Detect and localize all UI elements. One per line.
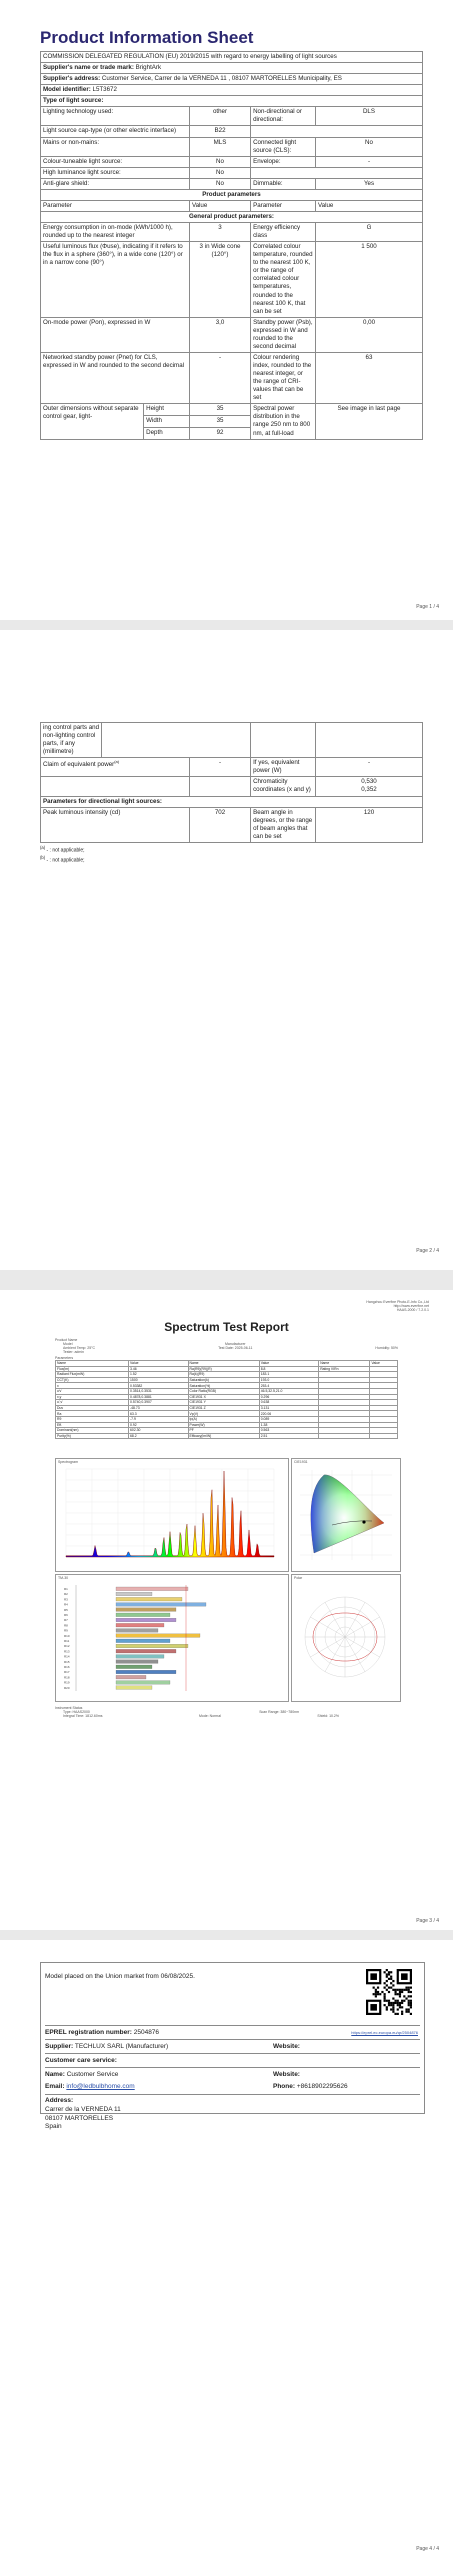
cap-value: B22 <box>189 126 250 137</box>
cct-label: Correlated colour temperature, rounded to the nearest 100 K, or the range of correlated colour temperatures, rounded to the nearest 100 K, that can be set <box>251 242 316 318</box>
tm30-panel <box>55 1574 289 1702</box>
energy-cons-label: Energy consumption in on-mode (kWh/1000 h), rounded up to the nearest integer <box>41 223 190 242</box>
svg-text:R5: R5 <box>64 1607 68 1612</box>
product-name-label: Product Name <box>55 1338 78 1342</box>
product-info-table <box>40 51 423 440</box>
svg-text:R13: R13 <box>64 1649 70 1654</box>
svg-text:R15: R15 <box>64 1659 70 1664</box>
param-row: u',v' 0.5740,0.3907 CIE1931 Y 0.638 <box>56 1400 398 1406</box>
col-value-1: Value <box>189 200 250 211</box>
model-value: L5T3672 <box>92 86 117 94</box>
param-row: x,y 0.4878,0.3881 CIE1931 X 0.296 <box>56 1394 398 1400</box>
qr-code-icon[interactable] <box>366 1969 412 2015</box>
humidity-label: Humidity: 50% <box>375 1346 398 1350</box>
beam-label: Beam angle in degrees, or the range of beam angles that can be set <box>251 807 316 842</box>
outer-dim-label: Outer dimensions without separate control gear, light- <box>43 405 139 421</box>
website2-label: Website: <box>273 2071 300 2078</box>
anti-glare-value: No <box>189 178 250 189</box>
manufacturer-label: Manufacturer <box>224 1342 246 1346</box>
non-directional-value: DLS <box>316 107 423 126</box>
energy-class-label: Energy efficiency class <box>251 223 316 242</box>
eprel-link[interactable]: https://eprel.ec.europa.eu/qr/2504876 <box>351 2030 418 2035</box>
width-label: Width <box>144 416 190 428</box>
col-parameter-2: Parameter <box>251 200 316 211</box>
page-1 <box>0 0 453 620</box>
onmode-label: On-mode power (Pon), expressed in W <box>41 317 190 352</box>
eprel-value: 2504876 <box>133 2029 160 2036</box>
equiv-value: - <box>189 758 250 777</box>
outer-dim-cont: ing control parts and non-lighting control parts, if any (millimetre) <box>41 723 102 758</box>
useful-flux-label: Useful luminous flux (Φuse), indicating if it refers to the flux in a sphere (360°), in a wide cone (120°) or in a narrow cone (90°) <box>41 242 190 318</box>
useful-flux-value: 3 in Wide cone (120°) <box>189 242 250 318</box>
param-row: R9 -7.9 Ip(A) 0.089 <box>56 1416 398 1422</box>
spectral-value: See image in last page <box>316 404 423 439</box>
chroma-y: 0,352 <box>361 786 377 794</box>
website-label: Website: <box>273 2043 300 2050</box>
onmode-value: 3,0 <box>189 317 250 352</box>
standby-value: 0,00 <box>316 317 423 352</box>
width-value: 35 <box>189 416 250 428</box>
params-label: Parameters <box>55 1356 74 1360</box>
colour-tunable-value: No <box>189 156 250 167</box>
svg-text:R18: R18 <box>64 1675 70 1680</box>
model-label: Model identifier: <box>43 86 91 94</box>
energy-cons-value: 3 <box>189 223 250 242</box>
lighting-tech-label: Lighting technology used: <box>41 107 190 126</box>
page-number-2: Page 2 / 4 <box>416 1248 439 1254</box>
page-2-content <box>40 722 423 864</box>
mains-value: MLS <box>189 137 250 156</box>
param-row: Ra 63.3 Vp(V) 220.06 <box>56 1411 398 1417</box>
svg-text:R7: R7 <box>64 1618 68 1623</box>
svg-text:R17: R17 <box>64 1670 70 1675</box>
mains-label: Mains or non-mains: <box>41 137 190 156</box>
svg-text:R20: R20 <box>64 1685 70 1690</box>
cie-chart <box>292 1465 398 1565</box>
page-2 <box>0 630 453 1270</box>
colour-tunable-label: Colour-tuneable light source: <box>41 156 190 167</box>
supplier-value-4: TECHLUX SARL (Manufacturer) <box>74 2043 169 2050</box>
cie-panel <box>291 1458 401 1572</box>
directional-header: Parameters for directional light sources: <box>41 796 423 807</box>
envelope-label: Envelope: <box>251 156 316 167</box>
product-params-header: Product parameters <box>41 189 423 200</box>
name-label: Name: <box>45 2071 65 2078</box>
tester-label: Tester: admin <box>63 1350 85 1354</box>
params-table: Name Value Name Value Name Value Flux(lm) 3.46 Ra(R9)(R9)(R) 8.8 Rating VIRn Radiant Flux(mW) 1.52 Ra(k)(R9) 183.1 CCT(K) 1500 Saturation(k) 193.0 x 0.53382 Saturation(%) 253.4 u'v' 0.3514,0.3531 Color Ratio(RGB) 46.5,32.5,21.0 x,y 0.4878,0.3881 CIE1931 X 0.296 u',v' 0.5740,0.3907 CIE1931 Y 0.638 Duv -48.73 CIE1931 Z 3.131 Ra 63.3 Vp(V) 220.06 R9 -7.9 Ip(A) 0.089 Eff. 0.92 Power(W) 1.38 Dominant(nm) 602.30 PF 0.563 Purity(%) 68.2 Efficacy(lm/W) 2.51 <box>55 1360 398 1439</box>
cri-label: Colour rendering index, rounded to the nearest integer, or the range of CRI-values that can be set <box>251 352 316 403</box>
svg-text:R3: R3 <box>64 1597 68 1602</box>
svg-text:R4: R4 <box>64 1602 68 1607</box>
svg-text:R10: R10 <box>64 1633 70 1638</box>
customer-header: Customer care service: <box>45 2057 117 2064</box>
cct-value: 1 500 <box>316 242 423 318</box>
height-label: Height <box>144 404 190 416</box>
footnote-1: $^{(a)}$ - : not applicable; <box>40 844 85 854</box>
page-3 <box>0 1290 453 1930</box>
supplier-label-4: Supplier: <box>45 2043 74 2050</box>
general-header: General product parameters: <box>41 211 423 222</box>
page-number-3: Page 3 / 4 <box>416 1918 439 1924</box>
spectral-label: Spectral power distribution in the range 250 nm to 800 nm, at full-load <box>251 404 316 439</box>
param-row: Dominant(nm) 602.30 PF 0.563 <box>56 1428 398 1434</box>
beam-value: 120 <box>316 807 423 842</box>
non-directional-label: Non-directional or directional: <box>251 107 316 126</box>
page-4 <box>0 1940 453 2560</box>
spectrum-report <box>55 1314 398 1439</box>
peak-label: Peak luminous intensity (cd) <box>41 807 190 842</box>
footnote-2: $^{(b)}$ - : not applicable; <box>40 855 85 865</box>
svg-text:R12: R12 <box>64 1644 70 1649</box>
polar-panel <box>291 1574 401 1702</box>
polar-label: Polar <box>294 1576 303 1580</box>
connected-label: Connected light source (CLS): <box>251 137 316 156</box>
param-row: CCT(K) 1500 Saturation(k) 193.0 <box>56 1377 398 1383</box>
equiv-power-value: - <box>316 758 423 777</box>
svg-text:R8: R8 <box>64 1623 68 1628</box>
depth-label: Depth <box>144 427 190 439</box>
height-value: 35 <box>189 404 250 416</box>
supplier-value: BrightArk <box>135 64 162 72</box>
networked-label: Networked standby power (Pnet) for CLS, expressed in W and rounded to the second decimal <box>41 352 190 403</box>
high-lum-value: No <box>189 167 250 178</box>
phone-value: +8618902295626 <box>296 2083 348 2090</box>
email-link[interactable]: info@ledbulbhome.com <box>66 2083 135 2090</box>
polar-chart <box>292 1581 398 1691</box>
param-row: x 0.53382 Saturation(%) 253.4 <box>56 1383 398 1389</box>
high-lum-label: High luminance light source: <box>41 167 190 178</box>
standby-label: Standby power (Psb), expressed in W and rounded to the second decimal <box>251 317 316 352</box>
page-title: Product Information Sheet <box>40 28 254 47</box>
eprel-label: EPREL registration number: <box>45 2029 132 2036</box>
chroma-x: 0,530 <box>361 778 377 786</box>
spectrogram-label: Spectrogram <box>58 1460 79 1464</box>
svg-text:R1: R1 <box>64 1587 68 1591</box>
report-header: Hangzhou Everfine Photo-E-Info Co.,Ltd http://www.everfine.net HAAS-2000 / 7.2.0.1 <box>366 1300 429 1312</box>
page-number-1: Page 1 / 4 <box>416 604 439 610</box>
energy-class-value: G <box>316 223 423 242</box>
type-header: Type of light source: <box>41 96 423 107</box>
peak-value: 702 <box>189 807 250 842</box>
svg-text:R19: R19 <box>64 1680 70 1685</box>
cri-value: 63 <box>316 352 423 403</box>
svg-text:R9: R9 <box>64 1628 68 1633</box>
dimmable-label: Dimmable: <box>251 178 316 189</box>
envelope-value: - <box>316 156 423 167</box>
model-label: Model <box>63 1342 73 1346</box>
spectrogram-panel <box>55 1458 289 1572</box>
equiv-power-label: If yes, equivalent power (W) <box>251 758 316 777</box>
col-value-2: Value <box>316 200 423 211</box>
equiv-label: Claim of equivalent power <box>43 761 115 769</box>
connected-value: No <box>316 137 423 156</box>
report-title: Spectrum Test Report <box>164 1320 289 1334</box>
email-label: Email: <box>45 2083 65 2090</box>
svg-text:R16: R16 <box>64 1665 70 1669</box>
chroma-label: Chromaticity coordinates (x and y) <box>251 777 316 796</box>
address-block: Address: Carrer de la VERNEDA 11 08107 MARTORELLES Spain <box>45 2097 121 2131</box>
address-value: Customer Service, Carrer de la VERNEDA 11 , 08107 MARTORELLES Municipality, ES <box>101 75 342 83</box>
tm30-label: TM-30 <box>58 1576 69 1580</box>
regulation-text: COMMISSION DELEGATED REGULATION (EU) 2019/2015 with regard to energy labelling of light sources <box>41 52 423 63</box>
param-row: Radiant Flux(mW) 1.52 Ra(k)(R9) 183.1 <box>56 1372 398 1378</box>
page-number-4: Page 4 / 4 <box>416 2546 439 2552</box>
svg-text:R14: R14 <box>64 1654 70 1659</box>
param-row: Duv -48.73 CIE1931 Z 3.131 <box>56 1405 398 1411</box>
test-date-label: Test Date: 2025-06-11 <box>218 1346 253 1350</box>
param-row: Eff. 0.92 Power(W) 1.38 <box>56 1422 398 1428</box>
networked-value: - <box>189 352 250 403</box>
cie-label: CIE1931 <box>294 1460 308 1464</box>
page-1-content <box>40 28 423 440</box>
cap-label: Light source cap-type (or other electric interface) <box>41 126 190 137</box>
cie-point <box>362 1520 365 1523</box>
placed-on-market: Model placed on the Union market from 06/08/2025. <box>45 1973 195 1980</box>
spectrogram-chart <box>56 1465 286 1565</box>
equiv-sup: (a) <box>114 759 120 765</box>
ambient-label: Ambient Temp: 25°C <box>63 1346 96 1350</box>
phone-label: Phone: <box>273 2083 296 2090</box>
svg-text:R2: R2 <box>64 1592 68 1597</box>
param-row: u'v' 0.3514,0.3531 Color Ratio(RGB) 46.5,32.5,21.0 <box>56 1388 398 1394</box>
product-info-table-cont <box>40 722 423 843</box>
lighting-tech-value: other <box>189 107 250 126</box>
col-parameter-1: Parameter <box>41 200 190 211</box>
tm30-chart <box>56 1581 286 1695</box>
instrument-status: Instrument Status Type: HAAS2000 Scan Range: 380~780nm Integral Time: 1812.60ms Mode: Normal Shield: 10.2% <box>55 1706 339 1718</box>
address-label: Supplier's address: <box>43 75 101 83</box>
dimmable-value: Yes <box>316 178 423 189</box>
depth-value: 92 <box>189 427 250 439</box>
name-value: Customer Service <box>66 2071 119 2078</box>
supplier-label: Supplier's name or trade mark: <box>43 64 134 72</box>
anti-glare-label: Anti-glare shield: <box>41 178 190 189</box>
svg-text:R6: R6 <box>64 1613 68 1617</box>
svg-text:R11: R11 <box>64 1639 70 1643</box>
param-row: Purity(%) 68.2 Efficacy(lm/W) 2.51 <box>56 1433 398 1439</box>
param-row: Flux(lm) 3.46 Ra(R9)(R9)(R) 8.8 Rating VIRn <box>56 1366 398 1372</box>
eprel-box <box>40 1962 425 2131</box>
